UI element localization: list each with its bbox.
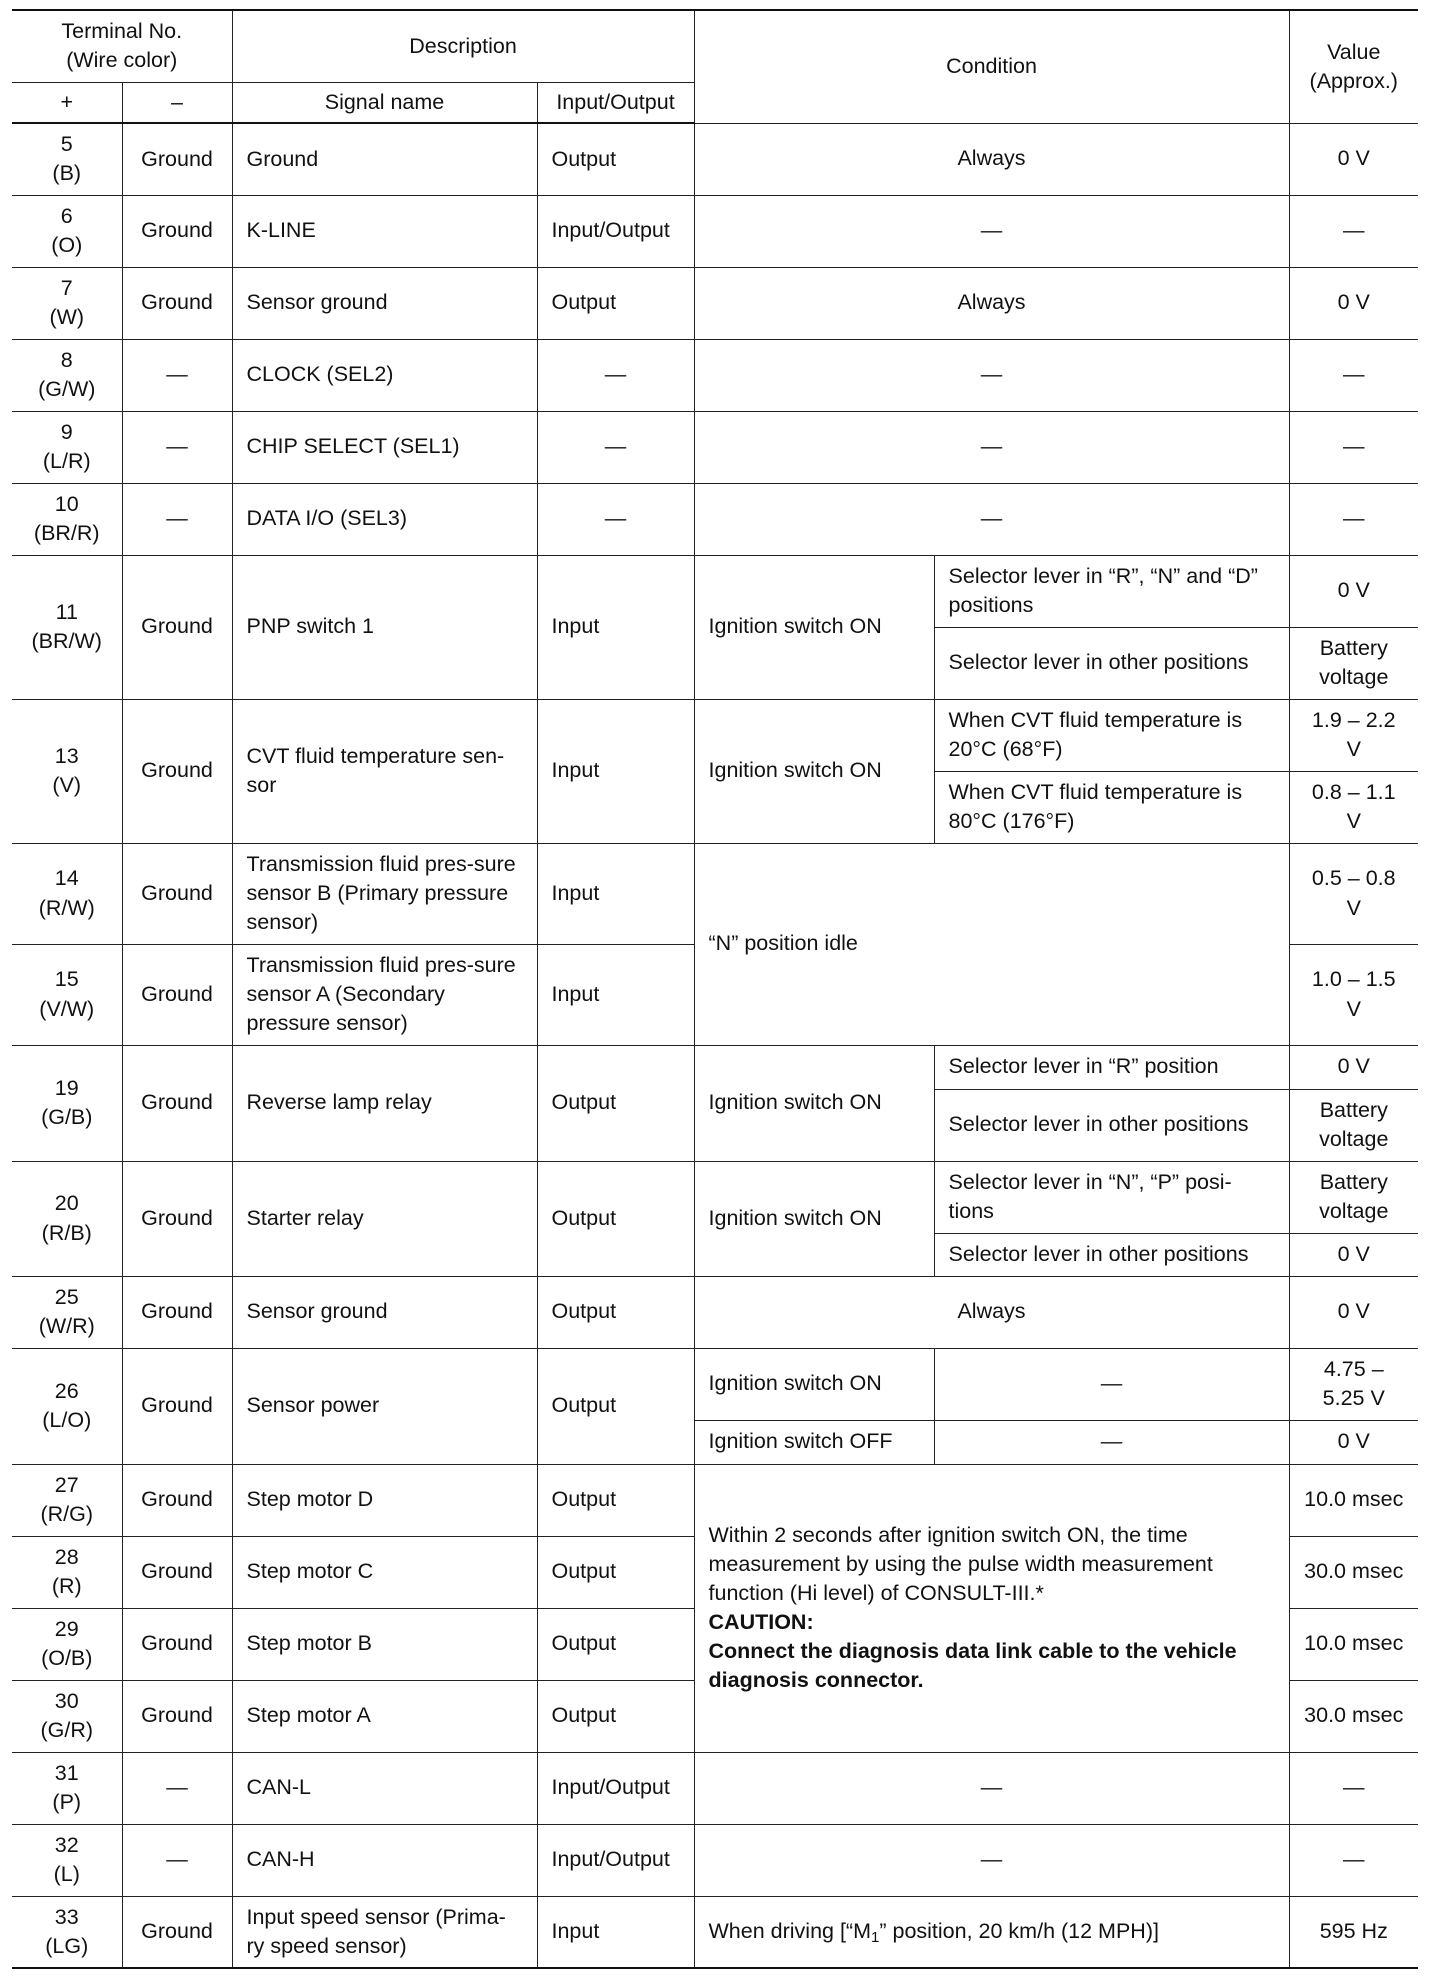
minus-terminal: Ground [122,555,232,699]
value: 30.0 msec [1289,1536,1418,1608]
condition: — [694,195,1289,267]
condition-step-motor [694,1464,1289,1752]
input-output: Input [537,555,694,699]
minus-terminal: Ground [122,1348,232,1464]
terminal-number-cell [12,123,122,195]
table-row [12,843,1418,944]
input-output: Output [537,1536,694,1608]
terminal-number: 15 [54,967,79,992]
value: 10.0 msec [1289,1608,1418,1680]
value: 0.5 – 0.8 V [1289,843,1418,944]
minus-terminal: Ground [122,1680,232,1752]
value: Battery voltage [1289,1089,1418,1161]
minus-terminal: Ground [122,1464,232,1536]
value: 0 V [1289,1233,1418,1276]
value: Battery voltage [1289,627,1418,699]
signal-name: Step motor D [232,1464,537,1536]
value: 1.0 – 1.5 V [1289,944,1418,1045]
signal-name: CHIP SELECT (SEL1) [232,411,537,483]
value: Battery voltage [1289,1161,1418,1233]
terminal-number: 14 [54,866,79,891]
minus-terminal: Ground [122,1536,232,1608]
condition: Ignition switch ON [694,1045,934,1161]
value: — [1289,483,1418,555]
table-row [12,1161,1418,1233]
terminal-number: 25 [54,1284,79,1309]
value: 0 V [1289,1420,1418,1464]
terminal-number-cell [12,1608,122,1680]
signal-name: Step motor C [232,1536,537,1608]
header-value [1289,10,1418,123]
signal-name: CAN-H [232,1824,537,1896]
terminal-number: 13 [54,743,79,768]
sub-condition: When CVT fluid temperature is 20°C (68°F) [934,699,1289,771]
table-row [12,195,1418,267]
terminal-table-container [12,9,1418,1969]
input-output: Output [537,1161,694,1276]
table-row [12,699,1418,771]
signal-name: CLOCK (SEL2) [232,339,537,411]
signal-name: Input speed sensor (Prima-ry speed sensor) [232,1896,537,1968]
terminal-number-cell [12,339,122,411]
terminal-number: 5 [60,132,73,157]
wire-color: (V/W) [39,996,95,1021]
input-output: Output [537,1348,694,1464]
table-row [12,1896,1418,1968]
terminal-number-cell [12,699,122,843]
table-row [12,1824,1418,1896]
minus-terminal: Ground [122,1896,232,1968]
wire-color: (BR/R) [33,521,100,545]
minus-terminal: Ground [122,1276,232,1348]
wire-color: (LG) [45,1933,89,1958]
condition-prefix: When driving [“M [708,1919,872,1944]
terminal-number: 6 [60,203,73,228]
minus-terminal: Ground [122,1608,232,1680]
terminal-number-cell [12,1348,122,1464]
header-signal-name: Signal name [232,82,537,123]
signal-name: Starter relay [232,1161,537,1276]
sub-condition: — [934,1420,1289,1464]
value: 0.8 – 1.1 V [1289,771,1418,843]
terminal-number: 33 [54,1904,79,1929]
terminal-number-cell [12,411,122,483]
input-output: Output [537,1464,694,1536]
terminal-number: 29 [54,1616,79,1641]
terminal-number-cell [12,1276,122,1348]
terminal-number: 11 [55,599,78,624]
terminal-number-cell [12,267,122,339]
terminal-number: 9 [60,419,73,444]
terminal-number-cell [12,555,122,699]
signal-name: PNP switch 1 [232,555,537,699]
value: 0 V [1289,1045,1418,1089]
sub-condition: Selector lever in other positions [934,627,1289,699]
minus-terminal: Ground [122,1045,232,1161]
terminal-number: 27 [54,1472,79,1497]
wire-color: (B) [52,161,82,186]
value: 1.9 – 2.2 V [1289,699,1418,771]
input-output: Input [537,843,694,944]
terminal-number-cell [12,1752,122,1824]
header-description: Description [232,10,694,82]
signal-name: K-LINE [232,195,537,267]
signal-name: Transmission fluid pres-sure sensor A (Secondary pressure sensor) [232,944,537,1045]
terminal-number-cell [12,483,122,555]
value: — [1289,1824,1418,1896]
table-row [12,123,1418,195]
terminal-number: 31 [54,1760,79,1785]
caution-label: CAUTION: [708,1610,814,1634]
terminal-number: 30 [54,1688,79,1713]
minus-terminal: — [122,1824,232,1896]
input-output: Input [537,944,694,1045]
terminal-number-cell [12,1536,122,1608]
caution-text: Connect the diagnosis data link cable to the vehicle diagnosis connector. [708,1639,1237,1693]
terminal-number-cell [12,195,122,267]
sub-condition: Selector lever in other positions [934,1089,1289,1161]
input-output: Output [537,1276,694,1348]
condition-suffix: ” position, 20 km/h (12 MPH)] [879,1919,1159,1944]
value: — [1289,195,1418,267]
condition: Ignition switch ON [694,1161,934,1276]
condition: — [694,411,1289,483]
wire-color: (O) [51,233,83,257]
minus-terminal: — [122,411,232,483]
table-row [12,1045,1418,1089]
input-output: — [537,483,694,555]
terminal-number: 8 [60,347,73,372]
terminal-number: 26 [54,1378,79,1403]
condition: Ignition switch ON [694,1348,934,1420]
signal-name: Transmission fluid pres-sure sensor B (Primary pressure sensor) [232,843,537,944]
input-output: Input/Output [537,1824,694,1896]
signal-name: Sensor ground [232,1276,537,1348]
header-approx-label: (Approx.) [1309,68,1398,93]
value: — [1289,411,1418,483]
wire-color: (W/R) [38,1314,95,1338]
input-output: Input/Output [537,1752,694,1824]
minus-terminal: Ground [122,267,232,339]
input-output: Output [537,123,694,195]
wire-color: (V) [52,773,82,797]
input-output: Input/Output [537,195,694,267]
header-plus: + [12,82,122,123]
signal-name: CAN-L [232,1752,537,1824]
header-wire-color-label: (Wire color) [66,48,178,73]
condition: — [694,483,1289,555]
table-row [12,483,1418,555]
signal-name: DATA I/O (SEL3) [232,483,537,555]
sub-condition: Selector lever in “N”, “P” posi-tions [934,1161,1289,1233]
minus-terminal: Ground [122,699,232,843]
terminal-number-cell [12,1896,122,1968]
input-output: — [537,339,694,411]
condition: Ignition switch ON [694,555,934,699]
signal-name: Sensor power [232,1348,537,1464]
wire-color: (W) [49,305,85,329]
wire-color: (G/R) [40,1718,94,1742]
condition: — [694,1752,1289,1824]
minus-terminal: Ground [122,843,232,944]
value: 0 V [1289,555,1418,627]
value: 0 V [1289,123,1418,195]
condition-subscript: 1 [871,1929,880,1947]
condition-text: Within 2 seconds after ignition switch ON, the time measurement by using the pulse width measurement function (Hi level) of CONSULT-III.* [708,1522,1213,1605]
sub-condition: — [934,1348,1289,1420]
wire-color: (G/B) [41,1105,93,1129]
wire-color: (L/O) [42,1408,92,1432]
header-value-label: Value [1327,39,1381,64]
wire-color: (P) [52,1790,82,1814]
minus-terminal: — [122,1752,232,1824]
terminal-number: 20 [54,1191,79,1216]
input-output: Input [537,1896,694,1968]
terminal-number: 19 [54,1075,79,1100]
header-terminal-no [12,10,232,82]
value: 4.75 – 5.25 V [1289,1348,1418,1420]
condition: Always [694,267,1289,339]
signal-name: Reverse lamp relay [232,1045,537,1161]
signal-name: CVT fluid temperature sen-sor [232,699,537,843]
header-input-output: Input/Output [537,82,694,123]
wire-color: (R) [51,1574,82,1598]
minus-terminal: Ground [122,944,232,1045]
wire-color: (R/W) [38,895,95,920]
condition [694,1896,1289,1968]
terminal-number: 10 [54,491,79,516]
condition: Ignition switch ON [694,699,934,843]
table-row [12,1752,1418,1824]
minus-terminal: — [122,339,232,411]
terminal-number: 32 [54,1832,79,1857]
terminal-number: 7 [60,275,73,300]
minus-terminal: — [122,483,232,555]
value: 10.0 msec [1289,1464,1418,1536]
sub-condition: When CVT fluid temperature is 80°C (176°F) [934,771,1289,843]
input-output: Output [537,1680,694,1752]
sub-condition: Selector lever in “R” position [934,1045,1289,1089]
terminal-number-cell [12,1045,122,1161]
signal-name: Ground [232,123,537,195]
minus-terminal: Ground [122,195,232,267]
table-row [12,339,1418,411]
terminal-number: 28 [54,1544,79,1569]
minus-terminal: Ground [122,1161,232,1276]
value: 30.0 msec [1289,1680,1418,1752]
wire-color: (R/B) [41,1220,92,1245]
condition: Always [694,123,1289,195]
wire-color: (L/R) [42,449,91,473]
value: — [1289,1752,1418,1824]
value: 0 V [1289,1276,1418,1348]
table-row [12,267,1418,339]
input-output: Output [537,267,694,339]
input-output: — [537,411,694,483]
minus-terminal: Ground [122,123,232,195]
terminal-number-cell [12,1680,122,1752]
table-row [12,411,1418,483]
signal-name: Step motor A [232,1680,537,1752]
table-row [12,555,1418,627]
terminal-number-cell [12,843,122,944]
header-minus: – [122,82,232,123]
condition: — [694,339,1289,411]
input-output: Input [537,699,694,843]
condition: “N” position idle [694,843,1289,1045]
table-row [12,1464,1418,1536]
sub-condition: Selector lever in other positions [934,1233,1289,1276]
header-row-1 [12,10,1418,82]
header-terminal-no-label: Terminal No. [61,19,183,44]
table-row [12,1276,1418,1348]
wire-color: (G/W) [38,377,96,401]
condition: Ignition switch OFF [694,1420,934,1464]
terminal-number-cell [12,1161,122,1276]
condition: — [694,1824,1289,1896]
input-output: Output [537,1045,694,1161]
input-output: Output [537,1608,694,1680]
wire-color: (O/B) [41,1646,93,1670]
value: 595 Hz [1289,1896,1418,1968]
terminal-number-cell [12,1464,122,1536]
wire-color: (R/G) [40,1502,94,1526]
signal-name: Sensor ground [232,267,537,339]
wire-color: (L) [53,1862,80,1886]
terminal-spec-table [12,9,1418,1969]
terminal-number-cell [12,1824,122,1896]
wire-color: (BR/W) [31,629,102,653]
header-condition: Condition [694,10,1289,123]
condition: Always [694,1276,1289,1348]
value: — [1289,339,1418,411]
terminal-number-cell [12,944,122,1045]
signal-name: Step motor B [232,1608,537,1680]
table-row [12,1348,1418,1420]
value: 0 V [1289,267,1418,339]
sub-condition: Selector lever in “R”, “N” and “D” positions [934,555,1289,627]
